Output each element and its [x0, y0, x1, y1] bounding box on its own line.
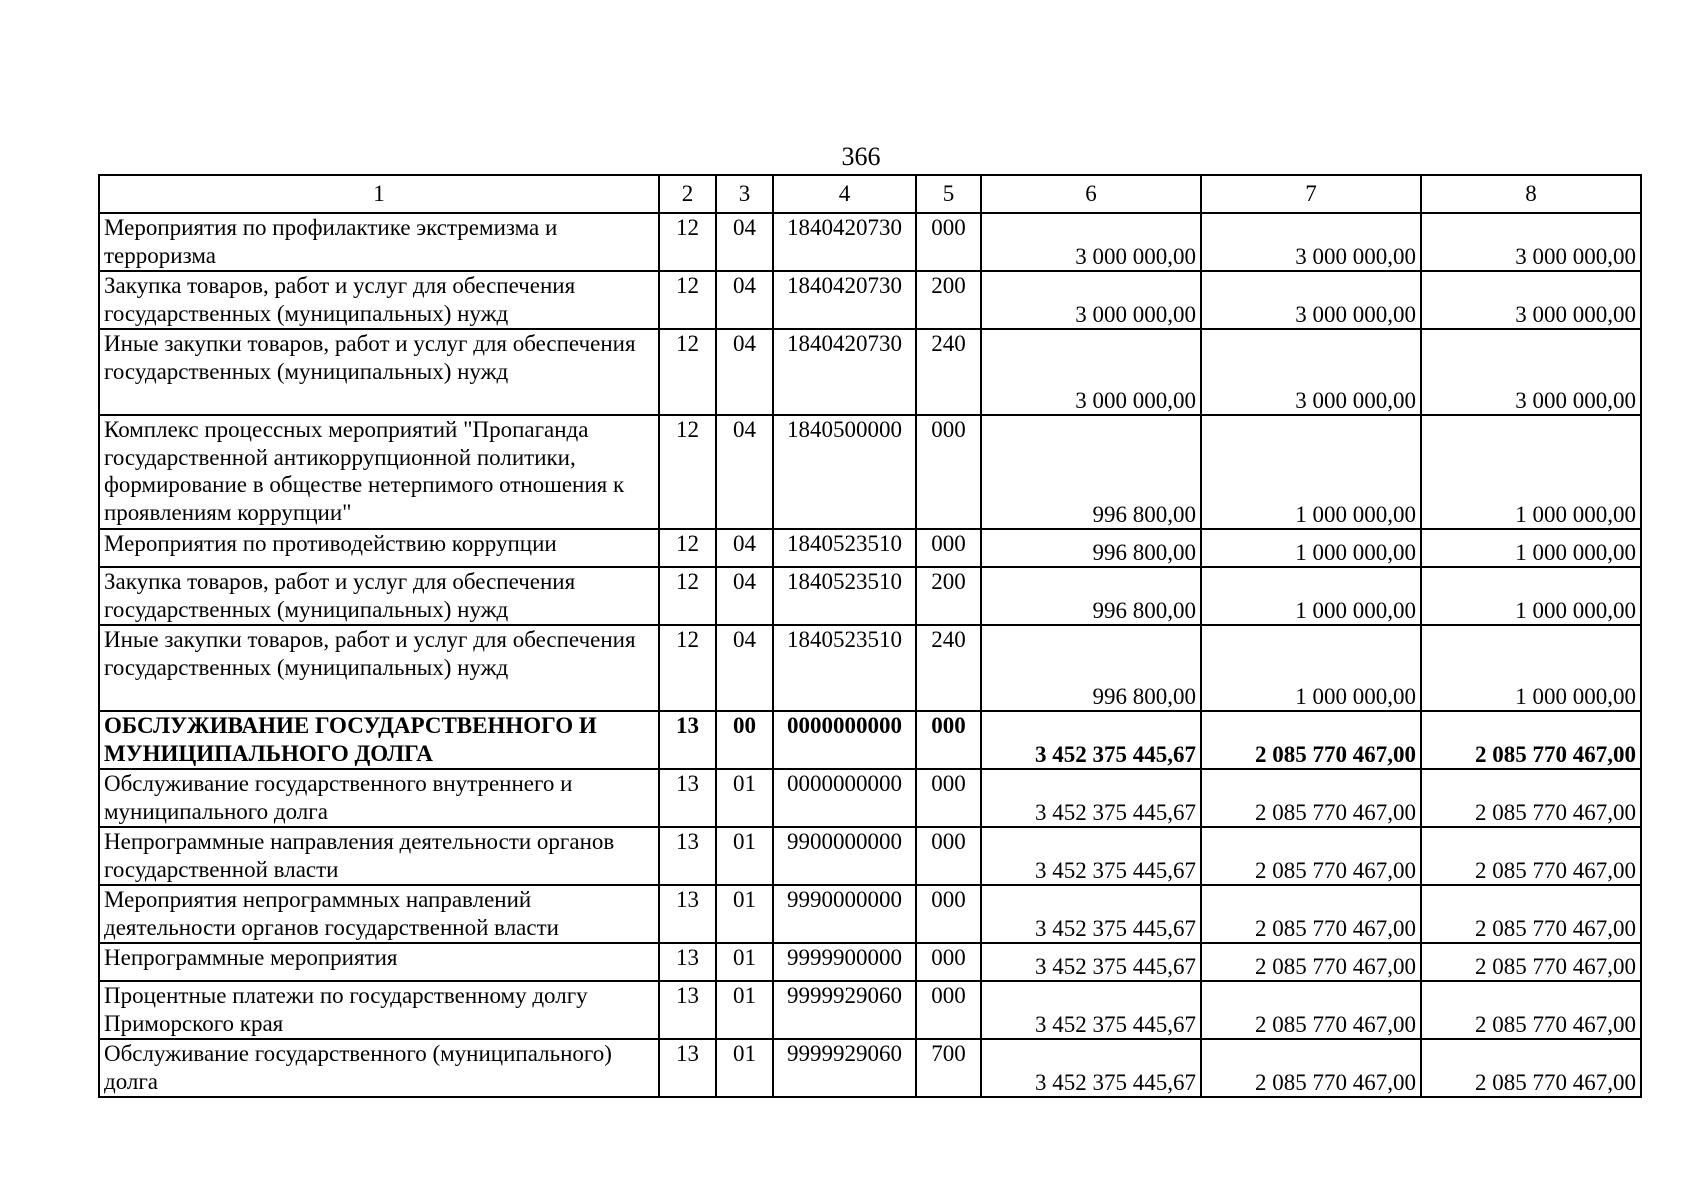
- amount-col8: 1 000 000,00: [1421, 415, 1641, 529]
- amount-col7: 2 085 770 467,00: [1201, 711, 1421, 769]
- table-row: [99, 1039, 1641, 1097]
- amount-col6: 3 452 375 445,67: [981, 1039, 1201, 1097]
- subsection-code: 01: [716, 943, 773, 981]
- section-code: 12: [659, 213, 716, 271]
- column-header: 2: [659, 175, 716, 213]
- amount-col8: 3 000 000,00: [1421, 213, 1641, 271]
- column-header: 5: [916, 175, 981, 213]
- amount-col8: 2 085 770 467,00: [1421, 981, 1641, 1039]
- subsection-code: 04: [716, 567, 773, 625]
- subsection-code: 04: [716, 625, 773, 711]
- table-row: [99, 769, 1641, 827]
- section-code: 12: [659, 625, 716, 711]
- amount-col7: 2 085 770 467,00: [1201, 1039, 1421, 1097]
- target-code: 1840420730: [773, 213, 916, 271]
- table-row: [99, 567, 1641, 625]
- section-code: 13: [659, 1039, 716, 1097]
- table-row: [99, 943, 1641, 981]
- expense-type-code: 000: [916, 213, 981, 271]
- header-row: [99, 175, 1641, 213]
- amount-col7: 3 000 000,00: [1201, 213, 1421, 271]
- row-name: Мероприятия по профилактике экстремизма и терроризма: [99, 213, 659, 271]
- target-code: 9999900000: [773, 943, 916, 981]
- amount-col6: 3 452 375 445,67: [981, 711, 1201, 769]
- amount-col8: 1 000 000,00: [1421, 567, 1641, 625]
- section-code: 13: [659, 981, 716, 1039]
- target-code: 9900000000: [773, 827, 916, 885]
- amount-col8: 2 085 770 467,00: [1421, 711, 1641, 769]
- amount-col6: 3 000 000,00: [981, 329, 1201, 415]
- section-code: 13: [659, 711, 716, 769]
- subsection-code: 00: [716, 711, 773, 769]
- row-name: Иные закупки товаров, работ и услуг для обеспечения государственных (муниципальных) нужд: [99, 329, 659, 415]
- row-name: Комплекс процессных мероприятий "Пропаганда государственной антикоррупционной политики, формирование в обществе нетерпимого отношения к проявлениям коррупции": [99, 415, 659, 529]
- subsection-code: 04: [716, 329, 773, 415]
- amount-col8: 3 000 000,00: [1421, 271, 1641, 329]
- budget-table: [98, 174, 1642, 1098]
- target-code: 9999929060: [773, 981, 916, 1039]
- target-code: 1840523510: [773, 625, 916, 711]
- target-code: 1840420730: [773, 329, 916, 415]
- table-row: [99, 827, 1641, 885]
- table-row: [99, 271, 1641, 329]
- row-name: ОБСЛУЖИВАНИЕ ГОСУДАРСТВЕННОГО И МУНИЦИПАЛЬНОГО ДОЛГА: [99, 711, 659, 769]
- column-header: 8: [1421, 175, 1641, 213]
- amount-col7: 1 000 000,00: [1201, 415, 1421, 529]
- row-name: Обслуживание государственного внутреннего и муниципального долга: [99, 769, 659, 827]
- amount-col6: 996 800,00: [981, 567, 1201, 625]
- expense-type-code: 000: [916, 981, 981, 1039]
- expense-type-code: 000: [916, 415, 981, 529]
- section-code: 13: [659, 885, 716, 943]
- expense-type-code: 000: [916, 943, 981, 981]
- subsection-code: 04: [716, 415, 773, 529]
- amount-col6: 996 800,00: [981, 529, 1201, 567]
- table-row: [99, 981, 1641, 1039]
- table-row: [99, 329, 1641, 415]
- amount-col6: 996 800,00: [981, 625, 1201, 711]
- amount-col8: 2 085 770 467,00: [1421, 1039, 1641, 1097]
- target-code: 1840523510: [773, 567, 916, 625]
- row-name: Иные закупки товаров, работ и услуг для обеспечения государственных (муниципальных) нужд: [99, 625, 659, 711]
- amount-col8: 2 085 770 467,00: [1421, 827, 1641, 885]
- subsection-code: 01: [716, 769, 773, 827]
- amount-col7: 2 085 770 467,00: [1201, 885, 1421, 943]
- amount-col7: 2 085 770 467,00: [1201, 943, 1421, 981]
- amount-col6: 3 000 000,00: [981, 213, 1201, 271]
- row-name: Закупка товаров, работ и услуг для обеспечения государственных (муниципальных) нужд: [99, 567, 659, 625]
- expense-type-code: 200: [916, 271, 981, 329]
- expense-type-code: 200: [916, 567, 981, 625]
- target-code: 1840420730: [773, 271, 916, 329]
- section-code: 12: [659, 329, 716, 415]
- subsection-code: 04: [716, 271, 773, 329]
- row-name: Непрограммные направления деятельности органов государственной власти: [99, 827, 659, 885]
- amount-col6: 996 800,00: [981, 415, 1201, 529]
- amount-col7: 1 000 000,00: [1201, 567, 1421, 625]
- section-code: 12: [659, 271, 716, 329]
- target-code: 1840500000: [773, 415, 916, 529]
- amount-col6: 3 452 375 445,67: [981, 981, 1201, 1039]
- table-row: [99, 625, 1641, 711]
- amount-col8: 1 000 000,00: [1421, 625, 1641, 711]
- amount-col7: 3 000 000,00: [1201, 329, 1421, 415]
- section-code: 12: [659, 567, 716, 625]
- subsection-code: 04: [716, 213, 773, 271]
- expense-type-code: 000: [916, 827, 981, 885]
- column-header: 6: [981, 175, 1201, 213]
- column-header: 1: [99, 175, 659, 213]
- amount-col8: 1 000 000,00: [1421, 529, 1641, 567]
- amount-col7: 2 085 770 467,00: [1201, 769, 1421, 827]
- amount-col7: 3 000 000,00: [1201, 271, 1421, 329]
- column-header: 3: [716, 175, 773, 213]
- row-name: Обслуживание государственного (муниципального) долга: [99, 1039, 659, 1097]
- table-row-section-total: [99, 711, 1641, 769]
- table-row: [99, 529, 1641, 567]
- table-row: [99, 213, 1641, 271]
- expense-type-code: 000: [916, 529, 981, 567]
- amount-col8: 2 085 770 467,00: [1421, 943, 1641, 981]
- target-code: 0000000000: [773, 769, 916, 827]
- section-code: 13: [659, 827, 716, 885]
- page-number: 366: [841, 142, 881, 171]
- subsection-code: 01: [716, 1039, 773, 1097]
- amount-col6: 3 452 375 445,67: [981, 827, 1201, 885]
- expense-type-code: 700: [916, 1039, 981, 1097]
- section-code: 13: [659, 769, 716, 827]
- section-code: 13: [659, 943, 716, 981]
- amount-col8: 2 085 770 467,00: [1421, 769, 1641, 827]
- target-code: 0000000000: [773, 711, 916, 769]
- subsection-code: 01: [716, 981, 773, 1039]
- section-code: 12: [659, 415, 716, 529]
- amount-col7: 1 000 000,00: [1201, 529, 1421, 567]
- row-name: Закупка товаров, работ и услуг для обеспечения государственных (муниципальных) нужд: [99, 271, 659, 329]
- row-name: Мероприятия непрограммных направлений деятельности органов государственной власти: [99, 885, 659, 943]
- amount-col6: 3 000 000,00: [981, 271, 1201, 329]
- subsection-code: 01: [716, 885, 773, 943]
- expense-type-code: 000: [916, 769, 981, 827]
- column-header: 4: [773, 175, 916, 213]
- row-name: Мероприятия по противодействию коррупции: [99, 529, 659, 567]
- row-name: Процентные платежи по государственному долгу Приморского края: [99, 981, 659, 1039]
- amount-col8: 3 000 000,00: [1421, 329, 1641, 415]
- amount-col7: 1 000 000,00: [1201, 625, 1421, 711]
- amount-col7: 2 085 770 467,00: [1201, 827, 1421, 885]
- expense-type-code: 000: [916, 885, 981, 943]
- expense-type-code: 240: [916, 329, 981, 415]
- target-code: 9999929060: [773, 1039, 916, 1097]
- expense-type-code: 000: [916, 711, 981, 769]
- section-code: 12: [659, 529, 716, 567]
- target-code: 9990000000: [773, 885, 916, 943]
- column-header: 7: [1201, 175, 1421, 213]
- subsection-code: 04: [716, 529, 773, 567]
- table-row: [99, 885, 1641, 943]
- amount-col8: 2 085 770 467,00: [1421, 885, 1641, 943]
- amount-col6: 3 452 375 445,67: [981, 943, 1201, 981]
- expense-type-code: 240: [916, 625, 981, 711]
- table-row: [99, 415, 1641, 529]
- target-code: 1840523510: [773, 529, 916, 567]
- row-name: Непрограммные мероприятия: [99, 943, 659, 981]
- subsection-code: 01: [716, 827, 773, 885]
- amount-col6: 3 452 375 445,67: [981, 769, 1201, 827]
- amount-col6: 3 452 375 445,67: [981, 885, 1201, 943]
- amount-col7: 2 085 770 467,00: [1201, 981, 1421, 1039]
